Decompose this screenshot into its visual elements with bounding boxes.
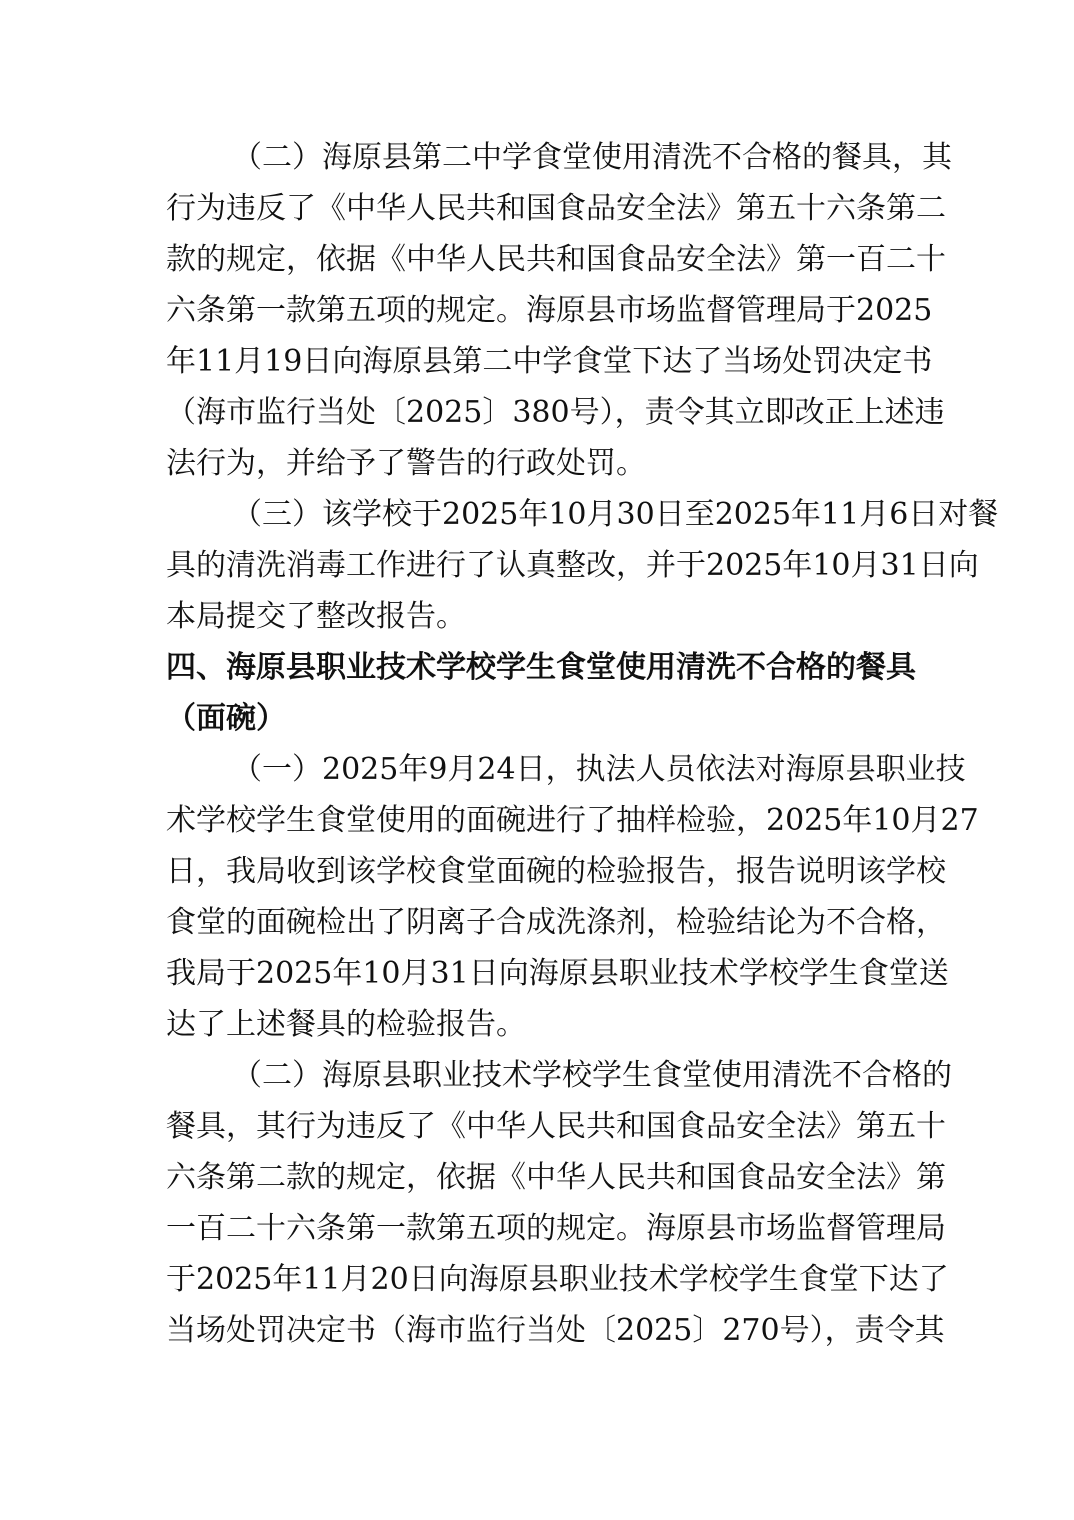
heading-line: 四、海原县职业技术学校学生食堂使用清洗不合格的餐具 xyxy=(166,650,916,685)
text-line: （一）2025年9月24日，执法人员依法对海原县职业技 xyxy=(232,752,966,787)
text-line: 一百二十六条第一款第五项的规定。海原县市场监督管理局 xyxy=(166,1211,946,1246)
text-line: 食堂的面碗检出了阴离子合成洗涤剂，检验结论为不合格， xyxy=(166,905,946,940)
text-line: 于2025年11月20日向海原县职业技术学校学生食堂下达了 xyxy=(166,1262,949,1297)
text-line: 日，我局收到该学校食堂面碗的检验报告，报告说明该学校 xyxy=(166,854,946,889)
text-line: 六条第一款第五项的规定。海原县市场监督管理局于2025 xyxy=(166,293,933,328)
text-line: 法行为，并给予了警告的行政处罚。 xyxy=(166,446,646,481)
paragraph-rectification xyxy=(166,489,999,642)
text-line: 餐具，其行为违反了《中华人民共和国食品安全法》第五十 xyxy=(166,1109,946,1144)
section-heading-vocational-school xyxy=(166,642,916,744)
paragraph-penalty-vocational-school xyxy=(166,1050,952,1356)
text-line: 术学校学生食堂使用的面碗进行了抽样检验，2025年10月27 xyxy=(166,803,979,838)
text-line: （二）海原县职业技术学校学生食堂使用清洗不合格的 xyxy=(232,1058,952,1093)
paragraph-penalty-second-school xyxy=(166,132,952,489)
heading-line: （面碗） xyxy=(166,701,286,736)
text-line: 本局提交了整改报告。 xyxy=(166,599,466,634)
text-line: 具的清洗消毒工作进行了认真整改，并于2025年10月31日向 xyxy=(166,548,979,583)
document-body xyxy=(166,132,999,1356)
text-line: （海市监行当处〔2025〕380号），责令其立即改正上述违 xyxy=(166,395,945,430)
paragraph-sampling-inspection xyxy=(166,744,979,1050)
text-line: 六条第二款的规定，依据《中华人民共和国食品安全法》第 xyxy=(166,1160,946,1195)
text-line: 达了上述餐具的检验报告。 xyxy=(166,1007,526,1042)
text-line: 当场处罚决定书（海市监行当处〔2025〕270号），责令其 xyxy=(166,1313,945,1348)
text-line: 年11月19日向海原县第二中学食堂下达了当场处罚决定书 xyxy=(166,344,933,379)
text-line: （二）海原县第二中学食堂使用清洗不合格的餐具，其 xyxy=(232,140,952,175)
text-line: 款的规定，依据《中华人民共和国食品安全法》第一百二十 xyxy=(166,242,946,277)
text-line: （三）该学校于2025年10月30日至2025年11月6日对餐 xyxy=(232,497,999,532)
text-line: 我局于2025年10月31日向海原县职业技术学校学生食堂送 xyxy=(166,956,949,991)
text-line: 行为违反了《中华人民共和国食品安全法》第五十六条第二 xyxy=(166,191,946,226)
